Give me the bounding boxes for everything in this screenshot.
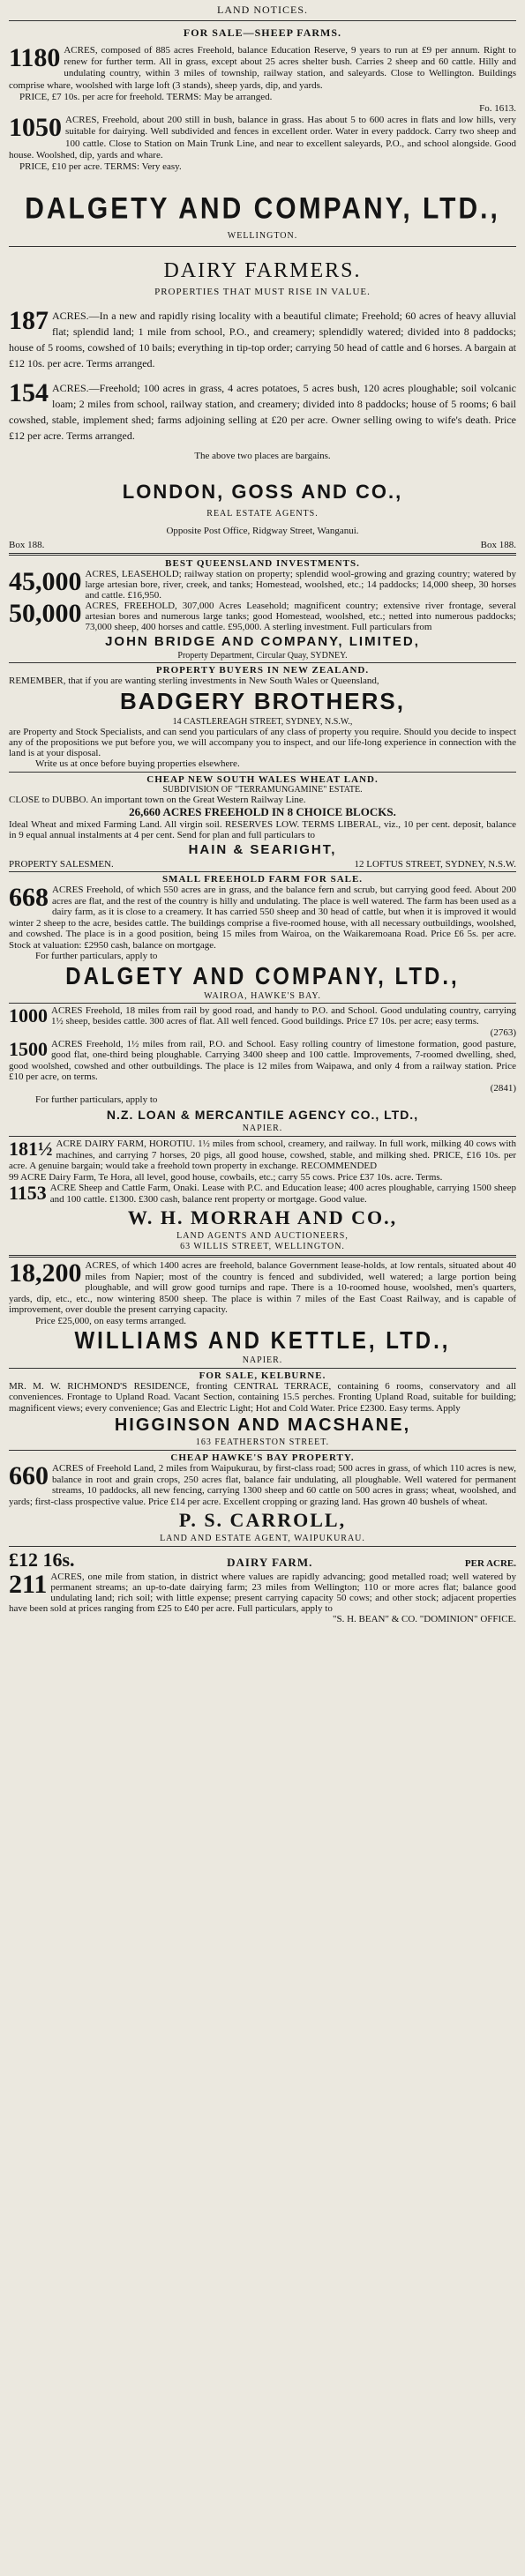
listing bbox=[9, 1139, 516, 1172]
agent-location: NAPIER. bbox=[242, 1124, 283, 1134]
listing bbox=[9, 1039, 516, 1083]
ad-sheep-farms bbox=[9, 23, 516, 173]
agent-tagline: REAL ESTATE AGENTS. bbox=[206, 509, 319, 519]
agent-name: BADGERY BROTHERS, bbox=[120, 688, 405, 715]
listing-acreage: 187 bbox=[9, 306, 49, 336]
listing bbox=[9, 1005, 516, 1027]
listing-text: ACRE Sheep and Cattle Farm, Onaki. Lease with P.C. and Education lease; 400 acres ploughable, carrying 1500 sheep and 100 cattle. £1300. £300 cash, balance rent property or mortgage. Good value. bbox=[49, 1183, 516, 1205]
agent-tagline: LAND AGENTS AND AUCTIONEERS, bbox=[176, 1231, 349, 1242]
listing-text: ACRES, of which 1400 acres are freehold, balance Government lease-holds, at low rentals, situated about 40 miles from Napier; most of the country is fenced and subdivided, well watered; a large portion being ploughable, and will grow good turnips and rape. There is a 10-roomed house, woolshed, men's quarters, yards, dip, etc., etc., now wintering 8500 sheep. The place is within 7 miles of the East Coast Railway, and is capable of improvement, over double the present carrying capacity. bbox=[9, 1260, 516, 1316]
listing bbox=[9, 308, 516, 371]
listing-acreage: 660 bbox=[9, 1461, 49, 1491]
listing-acreage: 1000 bbox=[9, 1004, 48, 1027]
ad-heading: CHEAP NEW SOUTH WALES WHEAT LAND. bbox=[146, 774, 379, 786]
price-per-acre: £12 16s. bbox=[9, 1549, 75, 1572]
listing bbox=[9, 1260, 516, 1316]
ad-text: Ideal Wheat and mixed Farming Land. All virgin soil. RESERVES LOW. TERMS LIBERAL, viz., 10 per cent. deposit, balance in 9 equal annual instalments at 4 per cent. Send for plan and full particulars to bbox=[9, 819, 516, 841]
divider bbox=[9, 1546, 516, 1547]
divider bbox=[9, 1003, 516, 1004]
divider bbox=[9, 1136, 516, 1137]
listing-acreage: 668 bbox=[9, 883, 49, 913]
listing-text: ACRES, Freehold, about 200 still in bush, balance in grass. Has about 5 to 600 acres in flats and low hills, very suitable for dairying. Well subdivided and fences in excellent order. Water in every paddock. Carry two sheep and 100 cattle. Close to Station on Main Trunk Line, and near to excellent saleyards, P.O., and school alongside. Good house. Woolshed, dip, yards and whare. bbox=[9, 115, 516, 161]
agent-name: JOHN BRIDGE AND COMPANY, LIMITED, bbox=[105, 634, 420, 650]
agent-address: 63 WILLIS STREET, WELLINGTON. bbox=[180, 1242, 345, 1252]
divider bbox=[9, 772, 516, 773]
divider bbox=[9, 20, 516, 21]
reference-code: (2763) bbox=[490, 1027, 516, 1038]
listing bbox=[9, 601, 516, 632]
ad-heading: FOR SALE, KELBURNE. bbox=[199, 1370, 326, 1381]
ad-text: REMEMBER, that if you are wanting sterling investments in New South Wales or Queensland, bbox=[9, 676, 379, 687]
divider bbox=[9, 871, 516, 872]
agent-location: NAPIER. bbox=[242, 1355, 283, 1365]
agent-name: HIGGINSON AND MACSHANE, bbox=[114, 1415, 411, 1436]
agent-name: P. S. CARROLL, bbox=[178, 1509, 347, 1532]
ad-carroll bbox=[9, 1452, 516, 1544]
agent-name: N.Z. LOAN & MERCANTILE AGENCY CO., LTD., bbox=[106, 1108, 419, 1123]
ad-highlight: 26,660 ACRES FREEHOLD IN 8 CHOICE BLOCKS. bbox=[129, 805, 396, 819]
listing-acreage: 154 bbox=[9, 378, 49, 408]
ad-text: 99 ACRE Dairy Farm, Te Hora, all level, good house, cowbails, etc.; carry 55 cows. Price £37 10s. acre. Terms. bbox=[9, 1171, 443, 1183]
listing bbox=[9, 1572, 516, 1614]
ad-text: Write us at once before buying properties elsewhere. bbox=[35, 758, 240, 770]
ad-text: CLOSE to DUBBO. An important town on the Great Western Railway Line. bbox=[9, 795, 306, 806]
listing bbox=[9, 380, 516, 444]
listing-acreage: 1050 bbox=[9, 113, 62, 143]
agent-name: LONDON, GOSS AND CO., bbox=[122, 481, 403, 504]
ad-subheading: SUBDIVISION OF "TERRAMUNGAMINE" ESTATE. bbox=[162, 785, 363, 795]
ad-heading: FOR SALE—SHEEP FARMS. bbox=[183, 26, 342, 39]
agent-location: WELLINGTON. bbox=[227, 231, 298, 242]
ad-dairy-farmers bbox=[9, 249, 516, 468]
listing bbox=[9, 1183, 516, 1205]
agent-name: DALGETY AND COMPANY, LTD., bbox=[25, 191, 500, 226]
divider bbox=[9, 553, 516, 556]
ad-heading: BEST QUEENSLAND INVESTMENTS. bbox=[165, 558, 360, 570]
ad-text: MR. M. W. RICHMOND'S RESIDENCE, fronting CENTRAL TERRACE, containing 6 rooms, conservatory and all conveniences. Frontage to Upland Road. Vacant Section, containing 15.5 perches. Fronting Upland Road, suitable for building; magnificent views; every convenience; Gas and Electric Light; Hot and Cold Water. Price £2300. Easy terms. Apply bbox=[9, 1380, 516, 1414]
divider bbox=[9, 246, 516, 247]
listing-acreage: 1500 bbox=[9, 1037, 48, 1060]
page-header: LAND NOTICES. bbox=[217, 4, 308, 16]
ad-text: Price £25,000, on easy terms arranged. bbox=[35, 1315, 187, 1326]
agent-name: W. H. MORRAH AND CO., bbox=[127, 1206, 398, 1229]
listing-acreage: 181½ bbox=[9, 1139, 53, 1161]
agent-address: 14 CASTLEREAGH STREET, SYDNEY, N.S.W., bbox=[172, 717, 353, 728]
ad-heading: CHEAP HAWKE'S BAY PROPERTY. bbox=[170, 1452, 355, 1464]
agent-address-row bbox=[9, 859, 516, 870]
box-row bbox=[9, 540, 516, 550]
listing bbox=[9, 115, 516, 161]
ad-kelburne bbox=[9, 1370, 516, 1449]
box-number: Box 188. bbox=[9, 540, 45, 551]
folio-number: Fo. 1613. bbox=[479, 103, 516, 115]
listing-text: ACRES Freehold, 1½ miles from rail, P.O. and School. Easy rolling country of limestone formation, good pasture, good flat, one-third being ploughable. Carrying 3400 sheep and 100 cattle. Improvements, 7-roomed dwelling, shed, good woolshed, cowshed and other outbuildings. The place is 12 miles from Waipawa, and only 4 from a railway station. Price £10 per acre, on terms. bbox=[9, 1038, 516, 1083]
listing bbox=[9, 1463, 516, 1507]
ad-heading-row bbox=[9, 1549, 516, 1572]
ad-nsw-wheat bbox=[9, 774, 516, 870]
listing-acreage: 211 bbox=[9, 1570, 48, 1600]
agent-address: Property Department, Circular Quay, SYDNEY. bbox=[177, 651, 348, 661]
ad-text: are Property and Stock Specialists, and can send you particulars of any class of property you require. Should you decide to inspect any of the propositions we put before you, we will accompany you to inspect, and our life-long experience in connection with the land is at your disposal. bbox=[9, 727, 516, 759]
ad-title: DAIRY FARMERS. bbox=[163, 259, 362, 283]
ad-badgery bbox=[9, 665, 516, 770]
listing-acreage: 18,200 bbox=[9, 1260, 82, 1288]
divider bbox=[9, 1368, 516, 1369]
listing-text: ACRES.—Freehold; 100 acres in grass, 4 acres potatoes, 5 acres bush, 120 acres ploughable; soil volcanic loam; 2 miles from school, railway station, and creamery; divided into 8 paddocks; house of 5 rooms; 6 bail cowshed, stable, implement shed; farms adjoining selling at £20 per acre. Owner selling owing to wife's death. Price £12 per acre. Terms arranged. bbox=[9, 382, 516, 443]
agent-name: "S. H. BEAN" & CO. "DOMINION" OFFICE. bbox=[332, 1614, 516, 1625]
ad-williams-kettle bbox=[9, 1260, 516, 1366]
agent-tagline: LAND AND ESTATE AGENT, WAIPUKURAU. bbox=[160, 1534, 365, 1544]
listing-text: ACRES, one mile from station, in district where values are rapidly advancing; good metalled road; well watered by permanent streams; an up-to-date dairying farm; 23 miles from Wellington; 110 or more acres flat; balance good undulating land; rich soil; with little expense; present carrying capacity 50 cows; and other stock; adjacent properties have been sold at prices ranging from £25 to £40 per acre. Full particulars, apply to bbox=[9, 1572, 516, 1615]
listing bbox=[9, 569, 516, 601]
divider bbox=[9, 1255, 516, 1258]
ad-dairy-farm bbox=[9, 1549, 516, 1624]
ad-note: The above two places are bargains. bbox=[194, 451, 331, 462]
ad-morrah bbox=[9, 1139, 516, 1252]
listing-price: PRICE, £7 10s. per acre for freehold. TERMS: May be arranged. bbox=[19, 91, 273, 102]
listing-text: ACRES of Freehold Land, 2 miles from Waipukurau, by first-class road; 500 acres in grass, of which 110 acres is new, balance in root and grain crops, 250 acres flat, balance fair undulating, all ploughable. Well watered for permanent streams, 10 paddocks, all new fencing, carrying 1300 sheep and 60 cattle on 500 acres in grass; wheat, woolshed, and yards; first-class prospective value. Price £14 per acre. Excellent cropping or grazing land. Has grown 40 bushels of wheat. bbox=[9, 1463, 516, 1507]
listing bbox=[9, 885, 516, 951]
agent-name: DALGETY AND COMPANY, LTD., bbox=[65, 962, 460, 990]
listing bbox=[9, 45, 516, 92]
ad-heading: DAIRY FARM. bbox=[227, 1556, 313, 1570]
ad-queensland bbox=[9, 558, 516, 661]
listing-acreage: 45,000 bbox=[9, 567, 82, 597]
ad-nz-loan bbox=[9, 1005, 516, 1135]
ad-subtitle: PROPERTIES THAT MUST RISE IN VALUE. bbox=[154, 287, 371, 298]
divider bbox=[9, 662, 516, 663]
ad-heading: SMALL FREEHOLD FARM FOR SALE. bbox=[161, 874, 364, 885]
ad-small-freehold bbox=[9, 874, 516, 962]
listing-text: ACRES Freehold, 18 miles from rail by good road, and handy to P.O. and School. Good undulating country, carrying 1½ sheep, besides cattle. 300 acres of flat. All well fenced. Good buildings. Price £7 10s. per acre; easy terms. bbox=[51, 1004, 516, 1027]
ad-heading: PROPERTY BUYERS IN NEW ZEALAND. bbox=[155, 665, 370, 676]
agent-role: PROPERTY SALESMEN. bbox=[9, 859, 114, 870]
price-unit: PER ACRE. bbox=[464, 1558, 516, 1570]
listing-text: ACRE DAIRY FARM, HOROTIU. 1½ miles from school, creamery, and railway. In full work, milking 40 cows with machines, and carrying 7 horses, 20 pigs, all good house, cowshed, stable, and milking shed. PRICE, £16 10s. per acre. A genuine bargain; would take a freehold town property in exchange. RECOMMENDED bbox=[9, 1139, 516, 1172]
ad-text: For further particulars, apply to bbox=[35, 951, 158, 962]
listing-text: ACRES.—In a new and rapidly rising locality with a beautiful climate; Freehold; 60 acres of heavy alluvial flat; splendid land; 1 mile from school, P.O., and creamery; splendidly watered; divided into 8 paddocks; house of 5 rooms, cowshed of 10 bails; everything in tip-top order; carrying 50 head of cattle and 6 horses. A bargain at £12 10s. per acre. Terms arranged. bbox=[9, 310, 516, 370]
divider bbox=[9, 1450, 516, 1451]
listing-acreage: 1153 bbox=[9, 1182, 47, 1205]
ad-text: For further particulars, apply to bbox=[35, 1094, 158, 1106]
box-number: Box 188. bbox=[480, 540, 516, 551]
agent-name: HAIN & SEARIGHT, bbox=[188, 842, 337, 858]
listing-text: ACRES, LEASEHOLD; railway station on property; splendid wool-growing and grazing country; watered by large artesian bore, river, creek, and tanks; Homestead, woolshed, etc.; 14 paddocks; 14,000 sheep, 30 horses and cattle. £16,950. bbox=[85, 569, 516, 601]
reference-code: (2841) bbox=[490, 1082, 516, 1094]
agent-address: 12 LOFTUS STREET, SYDNEY, N.S.W. bbox=[354, 859, 516, 870]
agent-name: WILLIAMS AND KETTLE, LTD., bbox=[74, 1326, 451, 1355]
listing-text: ACRES Freehold, of which 550 acres are in grass, and the balance fern and scrub, but carrying good feed. About 200 acres are flat, and the rest of the country is hilly and undulating. The place is well watered. The farm has been used as a dairy farm, as it is close to a creamery. It has carried 550 sheep and 30 head of cattle, but when it is improved it would winter 2 sheep to the acre, besides cattle. The buildings comprise a five-roomed house, with all necessary outbuildings, woolshed, and cowshed. The place is in a good position, being 15 miles from Wairoa, on the Waikaremoana Road. Price £6 5s. per acre. Stock at valuation: £2950 cash, balance on mortgage. bbox=[9, 885, 516, 951]
listing-acreage: 50,000 bbox=[9, 599, 82, 629]
listing-text: ACRES, composed of 885 acres Freehold, balance Education Reserve, 9 years to run at £9 per annum. Right to renew for further term. All in grass, except about 25 acres shelter bush. Carries 2 sheep and 60 cattle. Hilly and undulating country, within 3 miles of township, railway station, and saleyards. Close to Wellington. Buildings comprise whare, woolshed with large loft (3 stands), sheep yards, dip, and yards. bbox=[9, 45, 516, 91]
agent-address: 163 FEATHERSTON STREET. bbox=[195, 1437, 330, 1448]
agent-address: Opposite Post Office, Ridgway Street, Wanganui. bbox=[166, 526, 359, 537]
listing-acreage: 1180 bbox=[9, 43, 61, 72]
agent-location: WAIROA, HAWKE'S BAY. bbox=[204, 990, 321, 1001]
listing-price: PRICE, £10 per acre. TERMS: Very easy. bbox=[19, 161, 182, 173]
listing-text: ACRES, FREEHOLD, 307,000 Acres Leasehold; magnificent country; extensive river frontage, several artesian bores and numerous large tanks; good Homestead, woolshed, etc.; netted into numerous paddocks; 73,000 sheep, 400 horses and cattle. £95,000. A sterling investment. Full particulars from bbox=[85, 601, 516, 633]
